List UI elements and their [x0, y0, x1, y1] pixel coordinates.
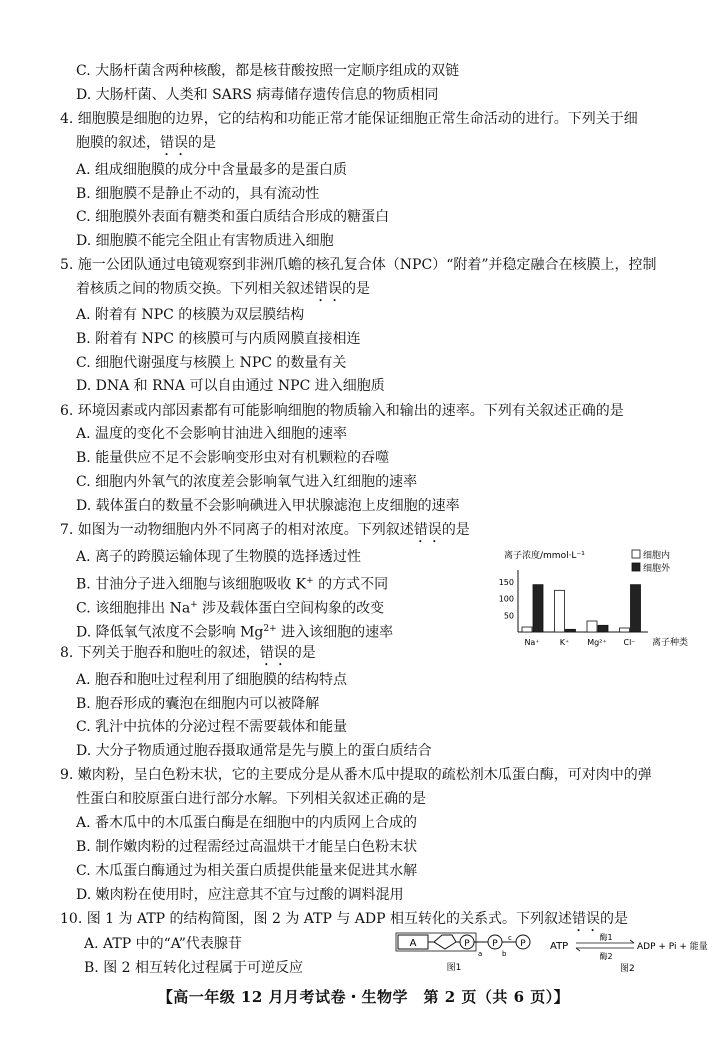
emphasis-text: 错误 [572, 911, 600, 927]
x-axis-label: 离子种类 [652, 638, 689, 648]
atp-structure-figure [394, 932, 544, 974]
q9-option-d: D. 嫩肉粉在使用时，应注意其不宜与过酸的调料混用 [76, 887, 404, 903]
legend-label: 细胞内 [643, 551, 671, 561]
q3-option-c: C. 大肠杆菌含两种核酸，都是核苷酸按照一定顺序组成的双链 [76, 63, 460, 79]
q5-option-d: D. DNA 和 RNA 可以自由通过 NPC 进入细胞质 [76, 378, 385, 394]
y-tick-label: 150 [498, 578, 514, 587]
emphasis-text: 错误 [259, 645, 288, 661]
y-tick-label: 100 [498, 594, 514, 604]
q10-option-a: A. ATP 中的“A”代表腺苷 [84, 936, 242, 952]
q7-option-a: A. 离子的跨膜运输体现了生物膜的选择透过性 [76, 549, 362, 565]
bar-细胞内 [522, 627, 532, 632]
q4-option-a: A. 组成细胞膜的成分中含量最多的是蛋白质 [76, 162, 348, 178]
text: 8. 下列关于胞吞和胞吐的叙述， [60, 645, 260, 661]
text: 7. 如图为一动物细胞内外不同离子的相对浓度。下列叙述 [60, 522, 414, 538]
y-tick-label: 50 [503, 611, 514, 621]
figure-1-caption: 图1 [446, 963, 462, 973]
q8-option-a: A. 胞吞和胞吐过程利用了细胞膜的结构特点 [76, 672, 348, 688]
text: 涉及载体蛋白空间构象的改变 [197, 600, 385, 617]
category-label: K⁺ [559, 638, 570, 647]
text: 的是 [441, 522, 470, 538]
phosphate-label-1: P [464, 939, 470, 949]
text: 着核质之间的物质交换。下列相关叙述 [76, 281, 314, 297]
q9-stem-1: 9. 嫩肉粉，呈白色粉末状，它的主要成分是从番木瓜中提取的疏松剂木瓜蛋白酶，可对肉中的弹 [60, 767, 652, 783]
figure-2-caption: 图2 [620, 964, 635, 974]
q4-option-c: C. 细胞膜外表面有糖类和蛋白质结合形成的糖蛋白 [76, 209, 390, 225]
text: 的方式不同 [313, 576, 389, 593]
q5-stem-2 [76, 279, 370, 305]
q5-option-c: C. 细胞代谢强度与核膜上 NPC 的数量有关 [76, 355, 347, 371]
bar-细胞外 [631, 585, 641, 632]
emphasis-text: 错误 [413, 522, 442, 538]
phosphate-label-2: P [492, 939, 498, 949]
atp-adp-conversion-figure [548, 930, 718, 974]
q3-option-d: D. 大肠杆菌、人类和 SARS 病毒储存遗传信息的物质相同 [76, 87, 439, 103]
text: 进入该细胞的速率 [276, 624, 394, 641]
ion-concentration-chart [480, 544, 715, 654]
q6-stem: 6. 环境因素或内部因素都有可能影响细胞的物质输入和输出的速率。下列有关叙述正确的是 [60, 403, 624, 419]
q8-option-b: B. 胞吞形成的囊泡在细胞内可以被降解 [76, 696, 320, 712]
text: 的是 [287, 645, 316, 661]
q9-stem-2: 性蛋白和胶原蛋白进行部分水解。下列相关叙述正确的是 [76, 791, 426, 807]
q5-option-a: A. 附着有 NPC 的核膜为双层膜结构 [76, 307, 305, 323]
text: C. 该细胞排出 Na [76, 600, 191, 617]
bar-细胞内 [620, 628, 630, 632]
q9-option-b: B. 制作嫩肉粉的过程需经过高温烘干才能呈白色粉末状 [76, 839, 418, 855]
bar-细胞外 [533, 585, 543, 632]
bond-a-label: a [478, 950, 483, 958]
q9-option-c: C. 木瓜蛋白酶通过为相关蛋白质提供能量来促进其水解 [76, 863, 418, 879]
adp-products-text: ADP + Pi + 能量 [637, 942, 708, 952]
text: 的是 [188, 135, 216, 151]
legend-label: 细胞外 [643, 564, 671, 574]
legend-swatch [632, 550, 640, 558]
enzyme-2-label: 酶2 [599, 952, 613, 961]
q8-option-c: C. 乳汁中抗体的分泌过程不需要载体和能量 [76, 719, 348, 735]
superscript: + [190, 600, 198, 610]
q9-option-a: A. 番木瓜中的木瓜蛋白酶是在细胞中的内质网上合成的 [76, 815, 418, 831]
text: 的是 [600, 911, 628, 927]
y-axis-label: 离子浓度/mmol·L⁻¹ [504, 551, 585, 561]
q6-option-a: A. 温度的变化不会影响甘油进入细胞的速率 [76, 426, 348, 442]
q4-stem-2 [76, 133, 216, 159]
text: D. 降低氧气浓度不会影响 Mg [76, 624, 264, 641]
atp-text: ATP [550, 941, 569, 952]
q8-option-d: D. 大分子物质通过胞吞摄取通常是先与膜上的蛋白质结合 [76, 743, 432, 759]
text: 胞膜的叙述， [76, 135, 160, 151]
superscript: + [306, 576, 314, 586]
enzyme-1-label: 酶1 [599, 933, 613, 942]
q4-stem-1: 4. 细胞膜是细胞的边界，它的结构和功能正常才能保证细胞正常生命活动的进行。下列关于细 [60, 111, 638, 127]
text: 10. 图 1 为 ATP 的结构简图，图 2 为 ATP 与 ADP 相互转化的关系式。下列叙述 [60, 911, 572, 927]
q7-option-d [76, 619, 393, 643]
text: B. 甘油分子进入细胞与该细胞吸收 K [76, 576, 307, 593]
bond-b-label: b [502, 950, 507, 958]
page-footer: 【高一年级 12 月月考试卷・生物学 第 2 页（共 6 页）】 [157, 988, 570, 1006]
q5-option-b: B. 附着有 NPC 的核膜可与内质网膜直接相连 [76, 331, 361, 347]
q7-stem [60, 520, 470, 546]
legend-swatch [632, 563, 640, 571]
bar-细胞外 [566, 629, 576, 632]
q4-option-d: D. 细胞膜不能完全阻止有害物质进入细胞 [76, 233, 334, 249]
q4-option-b: B. 细胞膜不是静止不动的，具有流动性 [76, 186, 320, 202]
ribose-pentagon [434, 935, 456, 949]
q6-option-c: C. 细胞内外氧气的浓度差会影响氧气进入红细胞的速率 [76, 474, 418, 490]
category-label: Mg²⁺ [587, 638, 607, 647]
category-label: Na⁺ [524, 638, 540, 647]
emphasis-text: 错误 [160, 135, 188, 151]
emphasis-text: 错误 [314, 281, 342, 297]
q6-option-d: D. 载体蛋白的数量不会影响碘进入甲状腺滤泡上皮细胞的速率 [76, 498, 460, 514]
bar-细胞内 [555, 590, 565, 632]
text: 的是 [342, 281, 370, 297]
bar-细胞外 [598, 625, 608, 632]
q5-stem-1: 5. 施一公团队通过电镜观察到非洲爪蟾的核孔复合体（NPC）“附着”并稳定融合在核膜上，控制 [60, 257, 657, 273]
q7-option-b [76, 571, 388, 595]
q6-option-b: B. 能量供应不足不会影响变形虫对有机颗粒的吞噬 [76, 450, 390, 466]
category-label: Cl⁻ [623, 638, 636, 647]
q10-option-b: B. 图 2 相互转化过程属于可逆反应 [84, 960, 303, 976]
bond-c-label: c [508, 934, 512, 942]
q7-option-c [76, 595, 384, 619]
superscript: 2+ [263, 624, 277, 634]
phosphate-label-3: P [520, 939, 526, 949]
q8-stem [60, 643, 316, 669]
adenine-label: A [409, 938, 417, 949]
bar-细胞内 [587, 621, 597, 632]
